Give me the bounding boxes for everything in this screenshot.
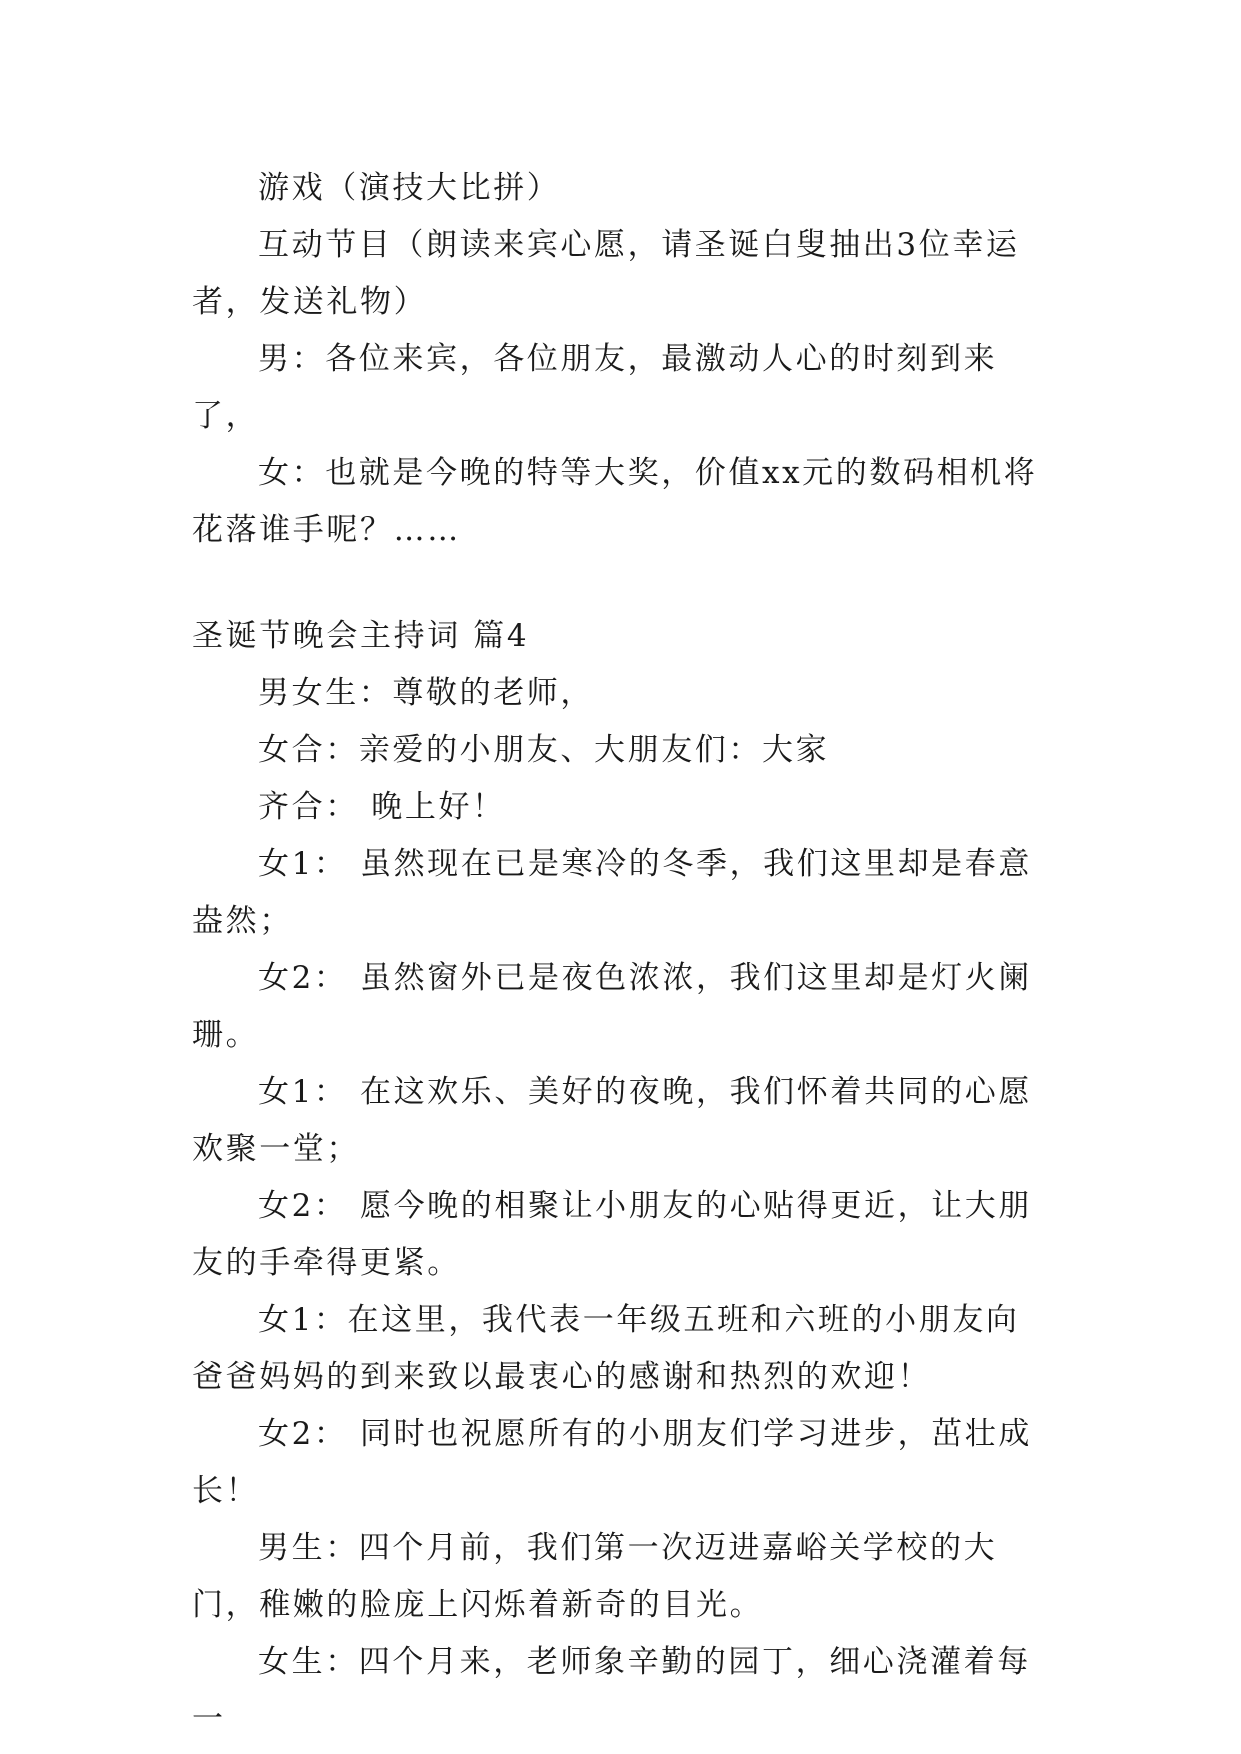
paragraph: 女：也就是今晚的特等大奖，价值xx元的数码相机将花落谁手呢？…… — [192, 455, 1038, 548]
paragraph: 男女生：尊敬的老师， — [258, 675, 594, 711]
document-page — [192, 160, 1050, 1748]
paragraph: 女生：四个月来，老师象辛勤的园丁，细心浇灌着每一 — [192, 1644, 1031, 1737]
paragraph: 男：各位来宾，各位朋友，最激动人心的时刻到来了， — [192, 341, 998, 434]
paragraph: 女1： 虽然现在已是寒冷的冬季，我们这里却是春意盎然； — [192, 846, 1032, 939]
paragraph: 女1： 在这欢乐、美好的夜晚，我们怀着共同的心愿欢聚一堂； — [192, 1074, 1032, 1167]
section-spacer — [192, 559, 1050, 608]
paragraph: 齐合： 晚上好！ — [258, 789, 506, 825]
paragraph: 女1：在这里，我代表一年级五班和六班的小朋友向爸爸妈妈的到来致以最衷心的感谢和热烈的欢迎！ — [192, 1302, 1020, 1395]
paragraph: 女2： 虽然窗外已是夜色浓浓，我们这里却是灯火阑珊。 — [192, 960, 1032, 1053]
paragraph: 女合：亲爱的小朋友、大朋友们：大家 — [258, 732, 830, 768]
paragraph: 游戏（演技大比拼） — [258, 170, 561, 206]
paragraph: 互动节目（朗读来宾心愿，请圣诞白叟抽出3位幸运者，发送礼物） — [192, 227, 1020, 320]
paragraph: 女2： 同时也祝愿所有的小朋友们学习进步，茁壮成长！ — [192, 1416, 1032, 1509]
paragraph: 女2： 愿今晚的相聚让小朋友的心贴得更近，让大朋友的手牵得更紧。 — [192, 1188, 1032, 1281]
section-title: 圣诞节晚会主持词 篇4 — [192, 618, 530, 654]
paragraph: 男生：四个月前，我们第一次迈进嘉峪关学校的大门，稚嫩的脸庞上闪烁着新奇的目光。 — [192, 1530, 998, 1623]
